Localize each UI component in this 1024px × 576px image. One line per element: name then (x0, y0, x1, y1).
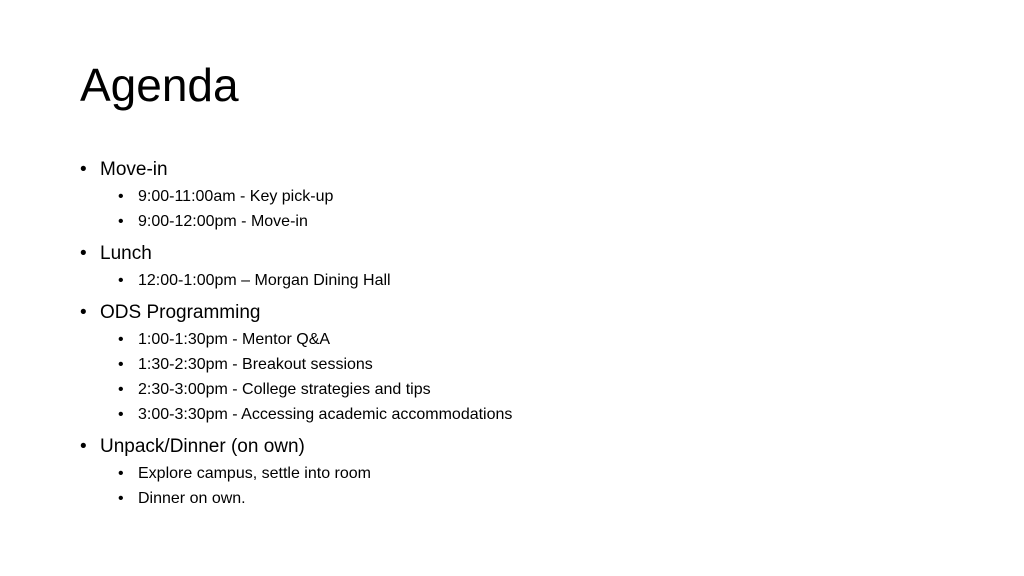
agenda-section-lunch (80, 240, 960, 293)
agenda-section-move-in (80, 156, 960, 234)
agenda-section-ods-programming (80, 299, 960, 427)
list-item (100, 402, 960, 427)
bullet-icon: • (118, 331, 124, 348)
bullet-icon: • (80, 436, 87, 457)
list-item-text: 12:00-1:00pm – Morgan Dining Hall (138, 272, 391, 289)
list-item (100, 184, 960, 209)
bullet-icon: • (80, 159, 87, 180)
list-item-text: 2:30-3:00pm - College strategies and tips (138, 381, 431, 398)
bullet-icon: • (118, 465, 124, 482)
bullet-icon: • (118, 356, 124, 373)
bullet-icon: • (118, 381, 124, 398)
list-item (100, 352, 960, 377)
bullet-icon: • (118, 188, 124, 205)
section-label: Unpack/Dinner (on own) (100, 436, 305, 457)
list-item (100, 461, 960, 486)
sub-list (100, 327, 960, 427)
list-item-text: Dinner on own. (138, 490, 246, 507)
list-item-text: Explore campus, settle into room (138, 465, 371, 482)
bullet-icon: • (118, 406, 124, 423)
bullet-icon: • (80, 302, 87, 323)
list-item (100, 327, 960, 352)
list-item (100, 486, 960, 511)
sub-list (100, 184, 960, 234)
list-item (100, 209, 960, 234)
section-label: Move-in (100, 159, 168, 180)
agenda-section-unpack-dinner (80, 433, 960, 511)
list-item (100, 377, 960, 402)
bullet-icon: • (80, 243, 87, 264)
sub-list (100, 268, 960, 293)
list-item-text: 9:00-12:00pm - Move-in (138, 213, 308, 230)
list-item-text: 1:30-2:30pm - Breakout sessions (138, 356, 373, 373)
bullet-icon: • (118, 272, 124, 289)
bullet-icon: • (118, 213, 124, 230)
list-item (100, 268, 960, 293)
list-item-text: 9:00-11:00am - Key pick-up (138, 188, 334, 205)
sub-list (100, 461, 960, 511)
bullet-icon: • (118, 490, 124, 507)
list-item-text: 3:00-3:30pm - Accessing academic accommodations (138, 406, 513, 423)
slide-title: Agenda (80, 59, 239, 111)
section-label: Lunch (100, 243, 152, 264)
list-item-text: 1:00-1:30pm - Mentor Q&A (138, 331, 331, 348)
section-label: ODS Programming (100, 302, 261, 323)
agenda-list (80, 156, 960, 517)
